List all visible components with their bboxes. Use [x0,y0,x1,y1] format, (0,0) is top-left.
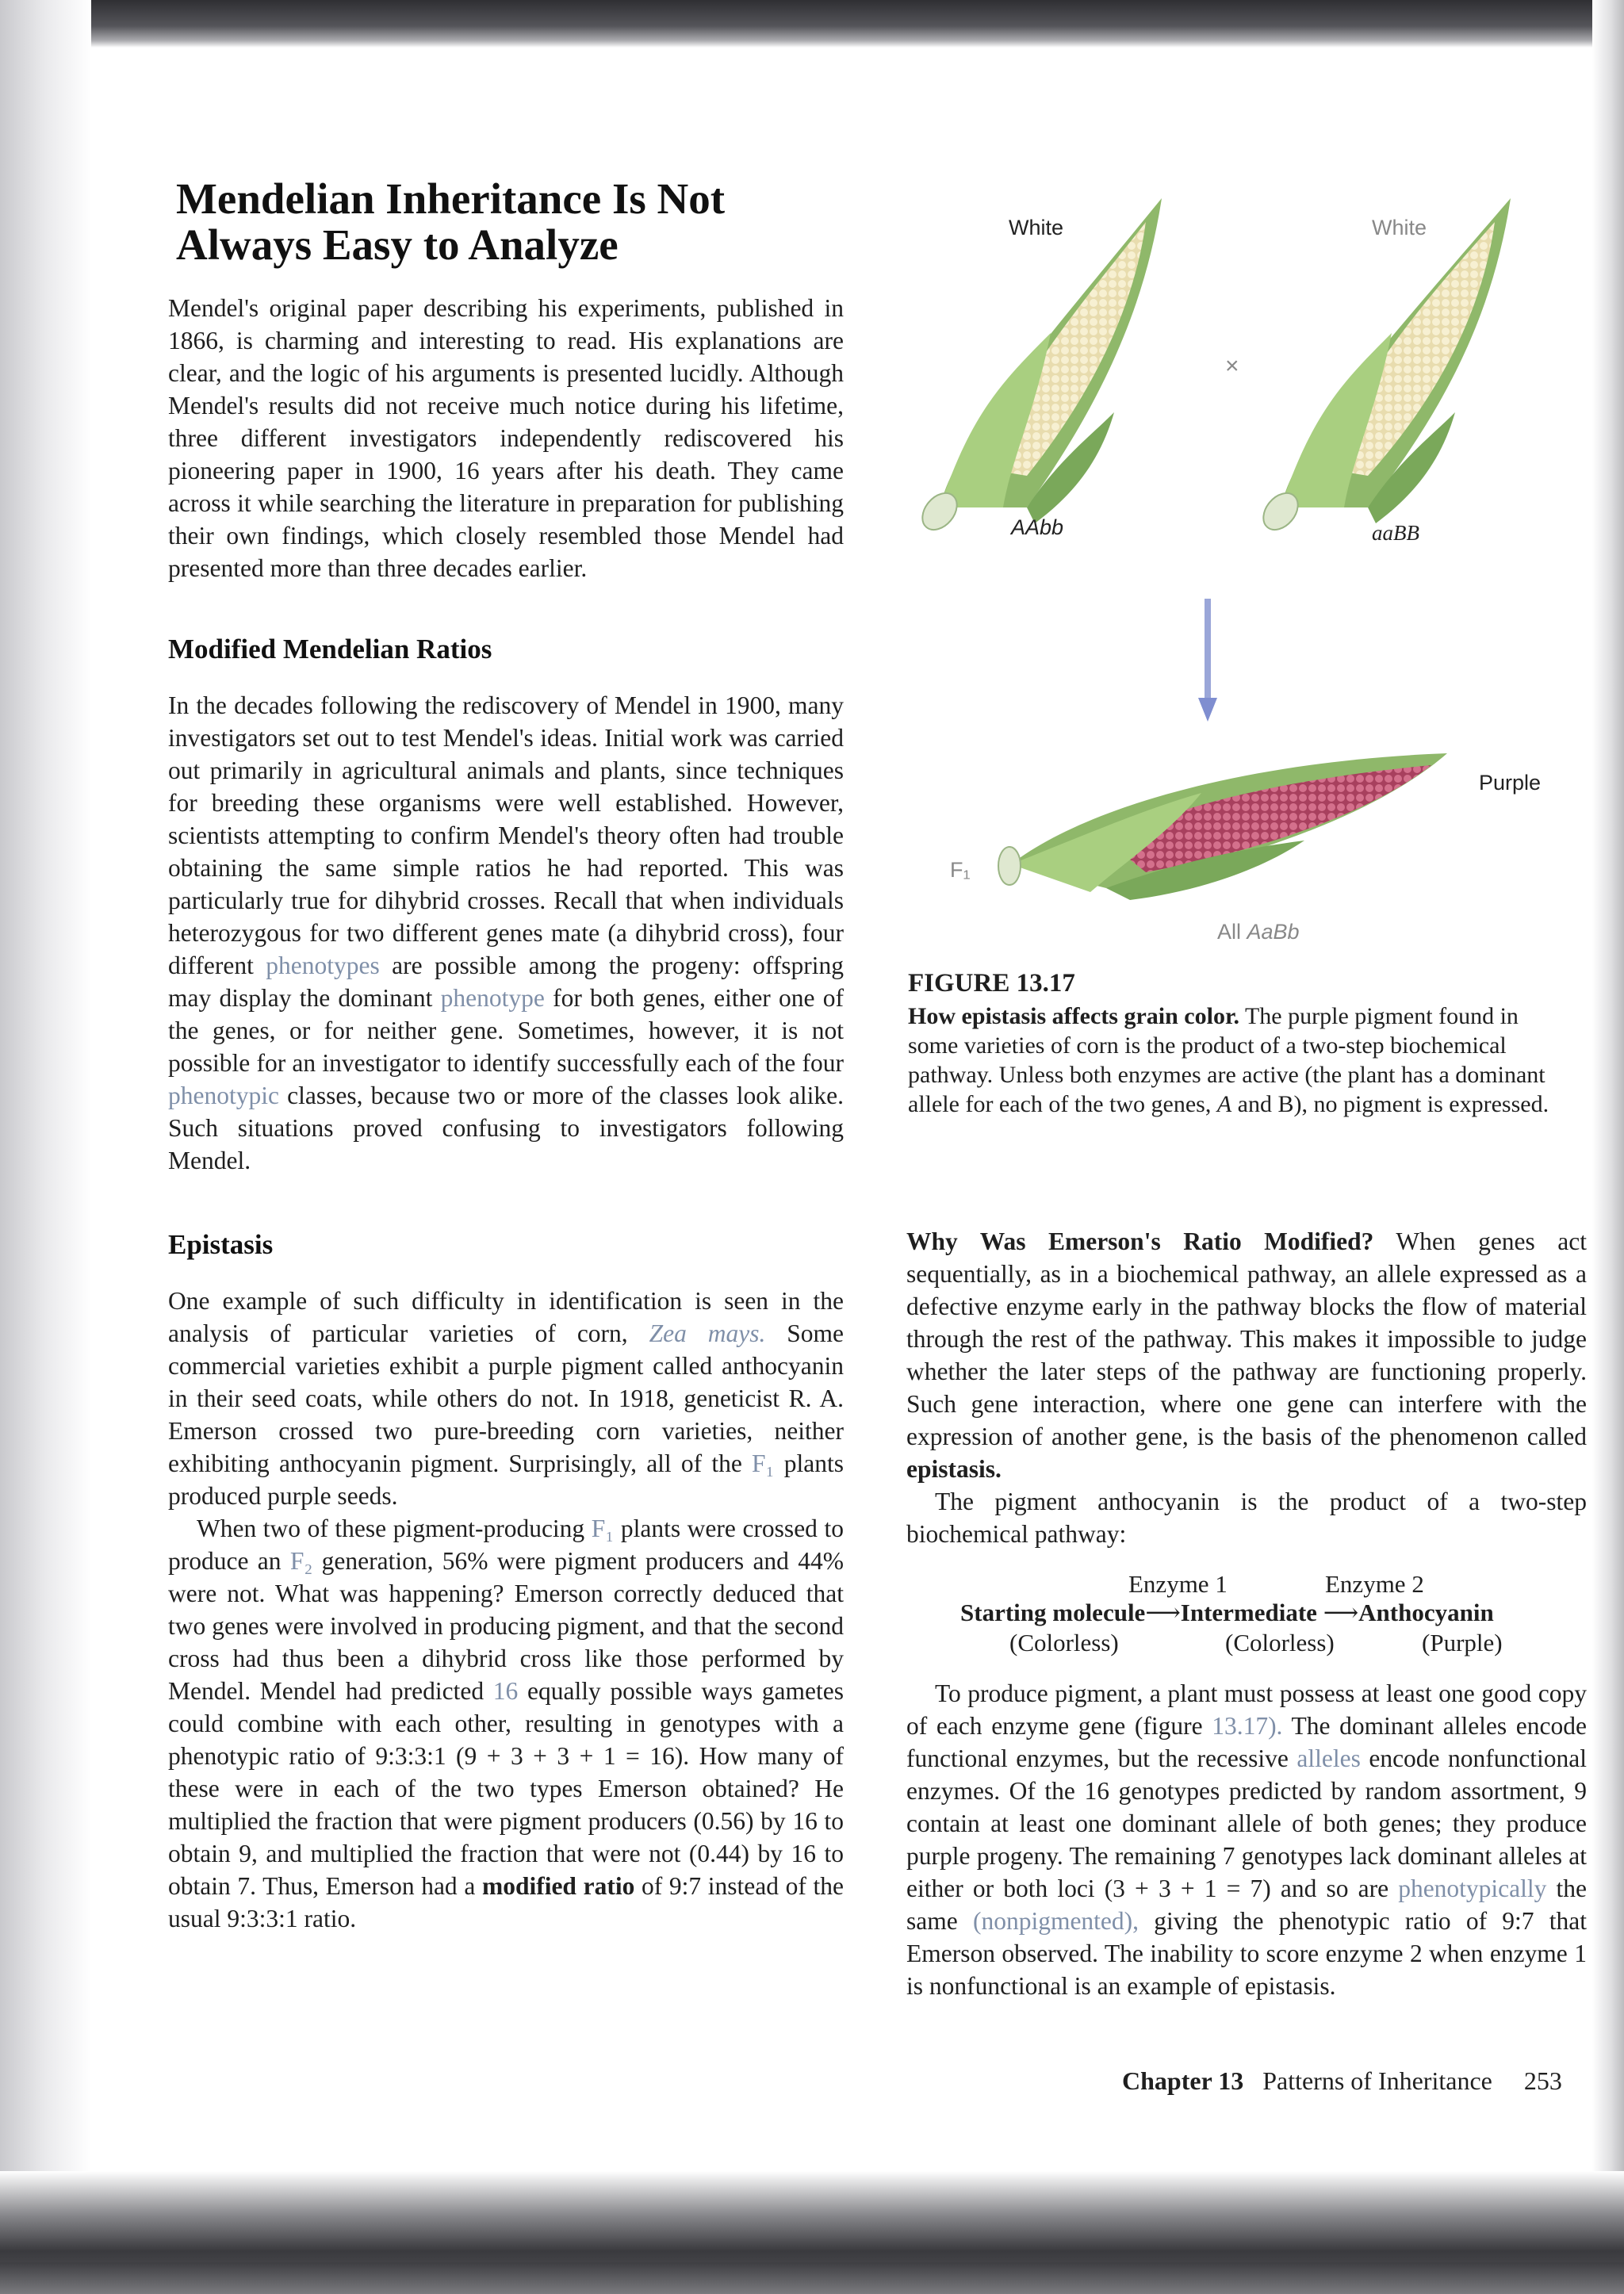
text-run: plants produced purple seeds. [168,1450,844,1510]
corn-illustration [908,174,1566,967]
title-line-2: Always Easy to Analyze [176,220,619,269]
label-white-left: White [1009,216,1064,239]
text-run: equally possible ways gametes could combine with each other, resulting in genotypes with a phenotypic ratio of 9:3:3:1 (9 + 3 + 3 + 1 = 16). How many of these were in each of the two types Emerson obtained? He multiplied the fraction that were pigment producers (0.56) by 16 to obtain 9, and multiplied the fraction that were not (0.44) by 16 to obtain 7. Thus, Emerson had a [168,1677,844,1900]
text-run: A [1216,1091,1232,1117]
footer-chapter: Chapter 13 [1122,2066,1244,2095]
scan-top-edge [0,0,1624,48]
produce-pigment-paragraph [906,1677,1587,2002]
link-phenotypes[interactable]: phenotypes [266,952,380,979]
text-run: for both genes, either one of the genes, or for neither gene. Sometimes, however, it is not possible for an investigator to identify successfully each of the four [168,984,844,1077]
text-run: and B), no pigment is expressed. [1231,1091,1549,1117]
epistasis-paragraph-2 [168,1512,844,1935]
page-title [176,176,844,268]
down-arrow-icon [1198,599,1217,722]
text-run: In the decades following the rediscovery of Mendel in 1900, many investigators set out to test Mendel's ideas. Initial work was carried out primarily in agricultural animals and plants, since techniques for breeding these organisms were well established. However, scientists attempting to confirm Mendel's theory often had trouble obtaining the same simple ratios he had reported. This was particularly true for dihybrid crosses. Recall that when individuals heterozygous for two different genes mate (a dihybrid cross), four different [168,691,844,979]
colorless-2: (Colorless) [1225,1629,1335,1656]
text-run: One example of such difficulty in identification is seen in the analysis of particular varieties of corn, [168,1287,844,1347]
link-phenotype[interactable]: phenotype [440,984,545,1012]
label-genotype-aabb-left: AAbb [1011,515,1064,539]
link-16[interactable]: 16 [492,1677,519,1705]
pathway-row [960,1599,1494,1627]
label-all-aabb [1217,920,1300,944]
text-run: When two of these pigment-producing [197,1515,592,1542]
scan-bottom-strip [0,2262,1624,2294]
text-run: The dominant alleles encode functional enzymes, but the recessive [906,1712,1587,1772]
enzyme-2-label: Enzyme 2 [1325,1570,1424,1598]
why-paragraph [906,1225,1587,1485]
scan-gutter-shadow [0,0,91,2294]
label-genotype-aabb-right: aaBB [1372,521,1419,545]
link-nonpigmented[interactable]: (nonpigmented), [972,1907,1139,1935]
corn-ear-purple-f1 [998,753,1447,900]
text-run: generation, 56% were pigment producers and 44% were not. What was happening? Emerson correctly deduced that two genes were involved in producing pigment, and that the second cross had thus been a dihybrid cross like those performed by Mendel. Mendel had predicted [168,1547,844,1705]
page-number: 253 [1523,2066,1562,2095]
figure-caption [908,969,1566,1119]
heading-modified-ratios: Modified Mendelian Ratios [168,634,492,664]
link-alleles[interactable]: alleles [1297,1744,1361,1772]
corn-ear-white-right [1256,198,1511,536]
cross-symbol: × [1225,353,1239,379]
text-run: giving the phenotypic ratio of 9:7 that Emerson observed. The inability to score enzyme 2 when enzyme 1 is nonfunctional is an example of epistasis. [906,1907,1587,2000]
purple-note: (Purple) [1422,1629,1503,1656]
label-all-genotype: AaBb [1247,920,1300,944]
label-f1-generation: F₁ [950,858,971,882]
intro-paragraph: Mendel's original paper describing his experiments, published in 1866, is charming and interesting to read. His explanations are clear, and the logic of his arguments is presented lucidly. Although Mendel's results did not receive much notice during his lifetime, three different investigators independently rediscovered his pioneering paper in 1900, 16 years after his death. They came across it while searching the literature in preparation for publishing their own findings, which closely resembled those Mendel had presented more than three decades earlier. [168,294,844,582]
caption-bold: How epistasis affects grain color. [908,1003,1240,1029]
figure-number: FIGURE 13.17 [908,969,1075,998]
text-run: To produce pigment, a plant must possess at least one good copy of each enzyme gene (figure [906,1679,1587,1740]
heading-epistasis: Epistasis [168,1229,274,1260]
footer-chapter-title: Patterns of Inheritance [1262,2066,1492,2095]
link-f2[interactable]: F₂ [289,1547,313,1575]
right-column-lower [906,1677,1587,2002]
text-run: classes, because two or more of the classes look alike. Such situations proved confusing to investigators following Mendel. [168,1082,844,1174]
link-f1[interactable]: F₁ [752,1450,775,1477]
text-run: plants were crossed to produce an [168,1515,845,1575]
colorless-1: (Colorless) [1009,1629,1119,1656]
right-column [906,1225,1587,1550]
arrow-1-icon: ⟶ [1145,1599,1181,1626]
pathway-intro-paragraph: The pigment anthocyanin is the product of a two-step biochemical pathway: [906,1488,1587,1548]
heading-why-modified: Why Was Emerson's Ratio Modified? [906,1227,1374,1255]
text-run: The purple pigment found in some varieties of corn is the product of a two-step biochemical pathway. Unless both enzymes are active (the plant has a dominant allele for each of the two genes, [908,1003,1545,1117]
link-zea-mays[interactable]: Zea mays. [649,1319,766,1347]
figure-13-17 [908,174,1566,967]
epistasis-paragraph-1 [168,1285,844,1512]
term-modified-ratio: modified ratio [481,1872,635,1900]
text-run: encode nonfunctional enzymes. Of the 16 genotypes predicted by random assortment, 9 contain at least one dominant allele of both genes; they produce purple progeny. The remaining 7 genotypes lack dominant alleles at either or both loci (3 + 3 + 1 = 7) and so are [906,1744,1587,1902]
text-run: are possible among the progeny: offspring may display the dominant [168,952,844,1012]
modified-ratios-paragraph [168,689,844,1177]
link-f1[interactable]: F₁ [591,1515,615,1542]
text-run: Some commercial varieties exhibit a purple pigment called anthocyanin in their seed coats, while others do not. In 1918, geneticist R. A. Emerson crossed two pure-breeding corn varieties, neither exhibiting anthocyanin pigment. Surprisingly, all of the [168,1319,844,1477]
intermediate: Intermediate [1180,1599,1317,1626]
page-footer [1122,2066,1562,2096]
text-run: the same [906,1875,1588,1935]
title-line-1: Mendelian Inheritance Is Not [176,174,726,223]
link-phenotypic[interactable]: phenotypic [168,1082,279,1109]
text-run: When genes act sequentially, as in a biochemical pathway, an allele expressed as a defective enzyme early in the pathway blocks the flow of material through the rest of the pathway. This makes it impossible to judge whether the later steps of the pathway are functioning properly. Such gene interaction, where one gene can interfere with the expression of another gene, is the basis of the phenomenon called [906,1227,1587,1450]
figure-caption-text [908,1001,1566,1119]
anthocyanin: Anthocyanin [1358,1599,1494,1626]
corn-ear-white-left [915,198,1162,536]
term-epistasis: epistasis. [906,1455,1002,1483]
label-purple: Purple [1479,771,1542,795]
starting-molecule: Starting molecule [960,1599,1146,1626]
scan-right-edge [1592,0,1624,2294]
arrow-2-icon: ⟶ [1323,1599,1359,1626]
link-figure-13-17[interactable]: 13.17). [1212,1712,1283,1740]
label-white-right: White [1372,216,1427,239]
text-run: of 9:7 instead of the usual 9:3:3:1 ratio. [168,1872,844,1932]
enzyme-1-label: Enzyme 1 [1128,1570,1228,1598]
label-all-text: All [1217,920,1247,944]
left-column [168,176,844,1935]
link-phenotypically[interactable]: phenotypically [1398,1875,1547,1902]
